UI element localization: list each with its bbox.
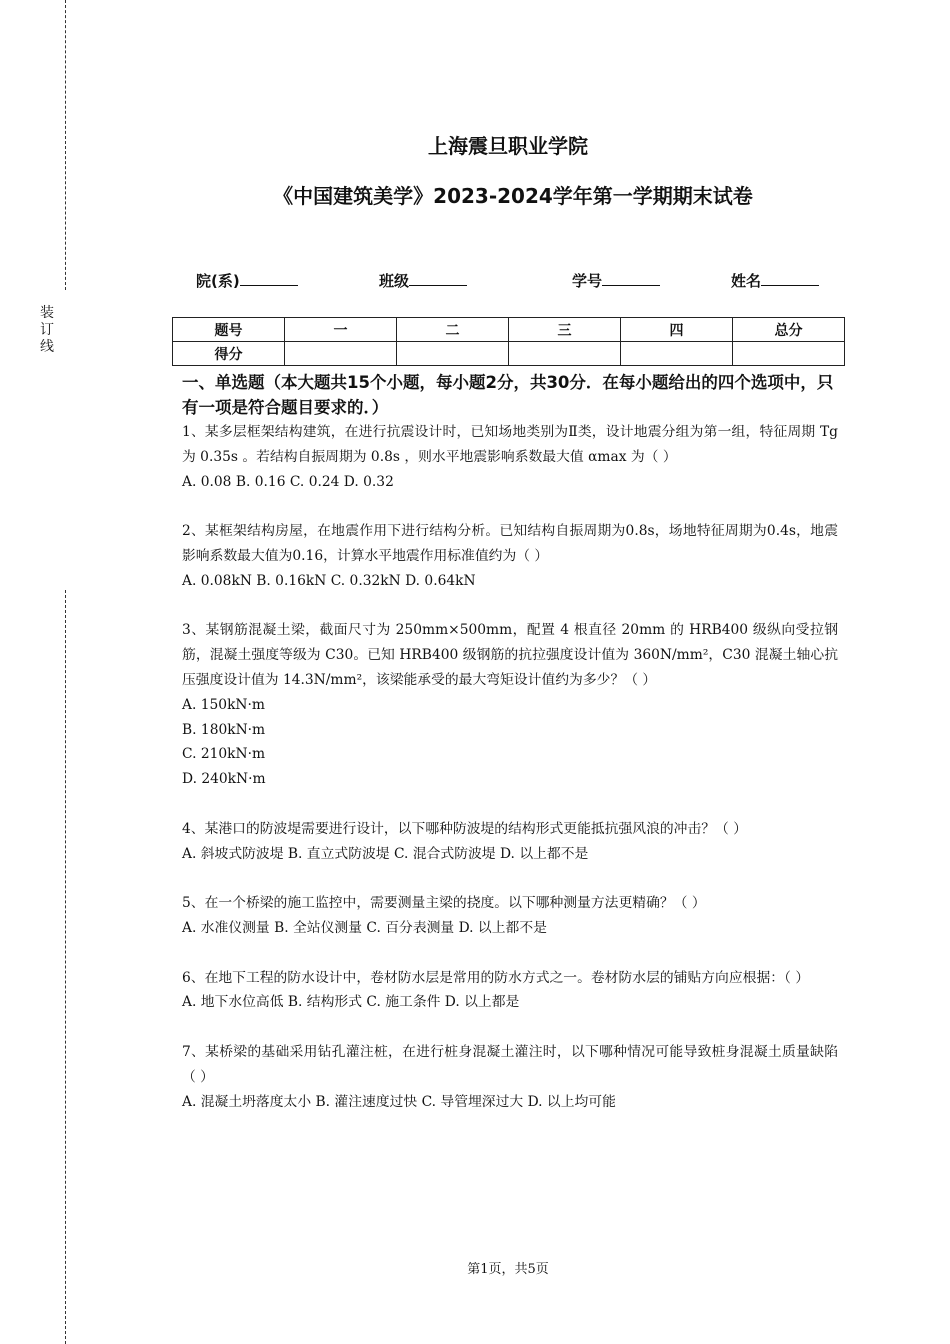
question-list bbox=[182, 420, 838, 1139]
page-footer: 第1页，共5页 bbox=[467, 1262, 549, 1277]
score-cell bbox=[621, 342, 733, 366]
question-stem: 2、某框架结构房屋，在地震作用下进行结构分析。已知结构自振周期为0.8s，场地特征周期为0.4s，地震影响系数最大值为0.16，计算水平地震作用标准值约为（ ） bbox=[182, 523, 838, 564]
question-option: C. 210kN·m bbox=[182, 746, 266, 763]
question-3 bbox=[182, 618, 838, 792]
question-4 bbox=[182, 817, 838, 867]
student-id-blank bbox=[602, 271, 660, 286]
score-cell bbox=[509, 342, 621, 366]
score-table-score-row bbox=[173, 342, 845, 366]
score-table bbox=[172, 317, 845, 366]
question-stem: 4、某港口的防波堤需要进行设计，以下哪种防波堤的结构形式更能抵抗强风浪的冲击？（ ） bbox=[182, 820, 748, 837]
class-label: 班级 bbox=[379, 272, 410, 290]
question-options: A. 水准仪测量 B. 全站仪测量 C. 百分表测量 D. 以上都不是 bbox=[182, 919, 547, 936]
score-header-cell: 总分 bbox=[733, 318, 845, 342]
department-field bbox=[196, 270, 298, 291]
class-field bbox=[379, 270, 467, 291]
score-header-cell: 二 bbox=[397, 318, 509, 342]
department-blank bbox=[240, 271, 298, 286]
student-id-label: 学号 bbox=[572, 272, 603, 290]
question-6 bbox=[182, 966, 838, 1016]
question-options: A. 斜坡式防波堤 B. 直立式防波堤 C. 混合式防波堤 D. 以上都不是 bbox=[182, 845, 589, 862]
question-option: D. 240kN·m bbox=[182, 771, 266, 788]
question-stem: 5、在一个桥梁的施工监控中，需要测量主梁的挠度。以下哪种测量方法更精确？（ ） bbox=[182, 895, 706, 912]
question-options: A. 混凝土坍落度太小 B. 灌注速度过快 C. 导管埋深过大 D. 以上均可能 bbox=[182, 1093, 616, 1110]
score-header-cell: 三 bbox=[509, 318, 621, 342]
question-stem: 6、在地下工程的防水设计中，卷材防水层是常用的防水方式之一。卷材防水层的铺贴方向应根据：（ ） bbox=[182, 969, 810, 986]
question-option: A. 150kN·m bbox=[182, 696, 265, 713]
student-id-field bbox=[572, 270, 660, 291]
binding-line-bottom bbox=[65, 590, 66, 1344]
score-cell bbox=[733, 342, 845, 366]
question-7 bbox=[182, 1040, 838, 1114]
name-field bbox=[731, 270, 819, 291]
department-label: 院(系) bbox=[196, 272, 240, 290]
score-header-cell: 四 bbox=[621, 318, 733, 342]
name-blank bbox=[761, 271, 819, 286]
question-options: A. 地下水位高低 B. 结构形式 C. 施工条件 D. 以上都是 bbox=[182, 994, 520, 1011]
score-header-cell: 一 bbox=[285, 318, 397, 342]
score-row-label: 得分 bbox=[173, 342, 285, 366]
name-label: 姓名 bbox=[731, 272, 762, 290]
score-table-header-row bbox=[173, 318, 845, 342]
question-1 bbox=[182, 420, 838, 494]
class-blank bbox=[409, 271, 467, 286]
score-cell bbox=[397, 342, 509, 366]
score-header-cell: 题号 bbox=[173, 318, 285, 342]
question-2 bbox=[182, 519, 838, 593]
question-option: B. 180kN·m bbox=[182, 721, 266, 738]
question-stem: 1、某多层框架结构建筑，在进行抗震设计时，已知场地类别为Ⅱ类，设计地震分组为第一组，特征周期 Tg 为 0.35s 。若结构自振周期为 0.8s ，则水平地震影响系数最大值 αmax 为（ ） bbox=[182, 424, 838, 465]
exam-title: 《中国建筑美学》2023-2024学年第一学期期末试卷 bbox=[273, 184, 753, 208]
question-stem: 7、某桥梁的基础采用钻孔灌注桩，在进行桩身混凝土灌注时，以下哪种情况可能导致桩身混凝土质量缺陷（ ） bbox=[182, 1043, 838, 1085]
section-heading: 一、单选题（本大题共15个小题，每小题2分，共30分．在每小题给出的四个选项中，只有一项是符合题目要求的．） bbox=[182, 373, 834, 417]
school-name: 上海震旦职业学院 bbox=[428, 134, 588, 158]
question-stem: 3、某钢筋混凝土梁，截面尺寸为 250mm×500mm，配置 4 根直径 20mm 的 HRB400 级纵向受拉钢筋，混凝土强度等级为 C30。已知 HRB400 级钢筋的抗拉强度设计值为 360N/mm²，C30 混凝土轴心抗压强度设计值为 14.3N/mm²，该梁能承受的最大弯矩设计值约为多少？（ ） bbox=[182, 622, 838, 688]
binding-label: 装订线 bbox=[40, 305, 54, 355]
question-5 bbox=[182, 891, 838, 941]
score-cell bbox=[285, 342, 397, 366]
question-options: A. 0.08kN B. 0.16kN C. 0.32kN D. 0.64kN bbox=[182, 572, 476, 589]
question-options: A. 0.08 B. 0.16 C. 0.24 D. 0.32 bbox=[182, 473, 394, 490]
